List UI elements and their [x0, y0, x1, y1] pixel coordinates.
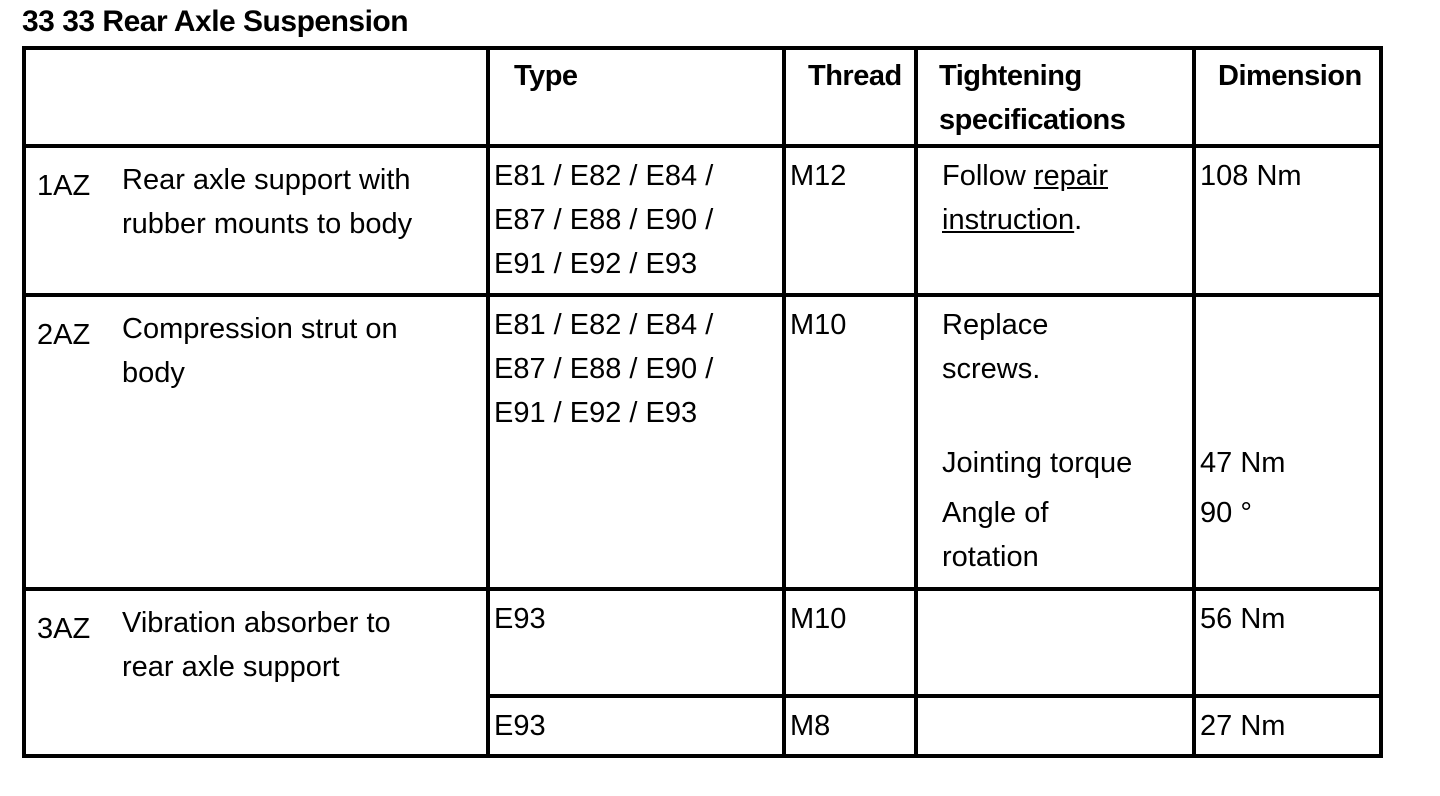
angle-of-rotation-label-line2: rotation — [942, 541, 1039, 573]
item-description-line2: rear axle support — [122, 651, 340, 683]
type-line2: E87 / E88 / E90 / — [494, 353, 714, 385]
item-cell — [24, 589, 488, 756]
type-cell: E93 — [488, 696, 784, 756]
repair-instruction-link[interactable]: repair — [1033, 160, 1109, 192]
table-row — [24, 146, 1381, 295]
table-row — [24, 589, 1381, 696]
dimension-cell — [1194, 295, 1381, 589]
header-tightening-specifications — [916, 48, 1194, 146]
tightening-cell — [916, 696, 1194, 756]
header-tightening-line2: specifications — [939, 104, 1126, 136]
item-code: 2AZ — [37, 319, 91, 351]
header-dimension: Dimension — [1194, 48, 1381, 146]
type-line3: E91 / E92 / E93 — [494, 397, 698, 429]
type-cell — [488, 146, 784, 295]
angle-of-rotation-label-line1: Angle of — [942, 497, 1049, 529]
item-code: 3AZ — [37, 613, 91, 645]
tightening-cell — [916, 146, 1194, 295]
tightening-note-line1: Replace — [942, 309, 1049, 341]
header-type: Type — [488, 48, 784, 146]
type-line3: E91 / E92 / E93 — [494, 248, 698, 280]
table-row — [24, 295, 1381, 589]
thread-cell: M10 — [784, 295, 916, 589]
type-cell: E93 — [488, 589, 784, 696]
item-code: 1AZ — [37, 170, 91, 202]
item-description-line1: Vibration absorber to — [122, 607, 391, 639]
item-description — [122, 601, 472, 689]
item-cell — [24, 146, 488, 295]
dimension-cell: 108 Nm — [1194, 146, 1381, 295]
item-description-line1: Rear axle support with — [122, 164, 411, 196]
header-item — [24, 48, 488, 146]
item-description-line2: rubber mounts to body — [122, 208, 413, 240]
type-line1: E81 / E82 / E84 / — [494, 309, 714, 341]
tightening-note-line2: screws. — [942, 353, 1041, 385]
jointing-torque-label: Jointing torque — [942, 447, 1133, 479]
repair-instruction-link-cont[interactable]: instruction — [942, 204, 1075, 236]
item-description — [122, 307, 472, 395]
dimension-cell: 27 Nm — [1194, 696, 1381, 756]
type-line1: E81 / E82 / E84 / — [494, 160, 714, 192]
table-header-row — [24, 48, 1381, 146]
item-description-line1: Compression strut on — [122, 313, 398, 345]
thread-cell: M8 — [784, 696, 916, 756]
tightening-cell — [916, 589, 1194, 696]
header-tightening-line1: Tightening — [939, 60, 1082, 92]
tightening-suffix: . — [1074, 204, 1083, 236]
item-description — [122, 158, 472, 246]
dimension-cell: 56 Nm — [1194, 589, 1381, 696]
tightening-prefix: Follow — [942, 160, 1034, 192]
angle-of-rotation-value: 90 ° — [1200, 497, 1252, 529]
item-description-line2: body — [122, 357, 185, 389]
item-cell — [24, 295, 488, 589]
thread-cell: M10 — [784, 589, 916, 696]
page-title: 33 33 Rear Axle Suspension — [22, 5, 409, 38]
tightening-cell — [916, 295, 1194, 589]
type-line2: E87 / E88 / E90 / — [494, 204, 714, 236]
thread-cell: M12 — [784, 146, 916, 295]
type-cell — [488, 295, 784, 589]
header-thread: Thread — [784, 48, 916, 146]
torque-spec-table — [22, 46, 1383, 758]
jointing-torque-value: 47 Nm — [1200, 447, 1286, 479]
